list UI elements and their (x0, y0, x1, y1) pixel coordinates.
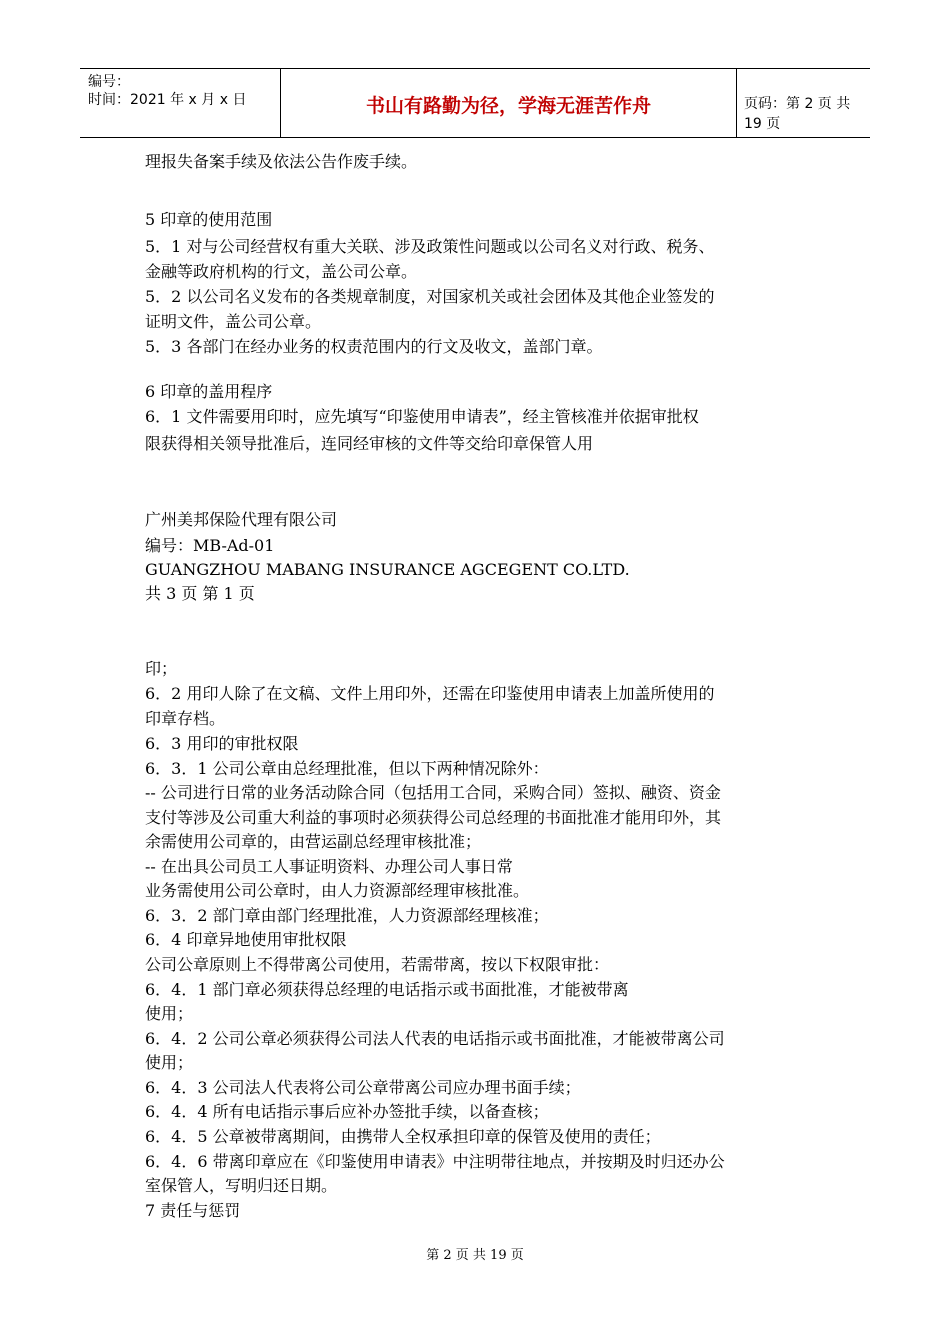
text-line: 室保管人，写明归还日期。 (145, 1176, 338, 1195)
header-meta (80, 69, 280, 137)
text-line: 共 3 页 第 1 页 (145, 584, 255, 603)
text-line: 编号：MB-Ad-01 (145, 536, 275, 555)
page-footer: 第 2 页 共 19 页 (426, 1248, 524, 1263)
header-page-cell (736, 69, 870, 137)
text-line: 6．3 用印的审批权限 (145, 734, 299, 753)
text-line: 6．1 文件需要用印时，应先填写“印鉴使用申请表”，经主管核准并依据审批权 (145, 407, 699, 426)
text-line: 6．4．4 所有电话指示事后应补办签批手续，以备查核； (145, 1102, 549, 1121)
text-line: 6．4 印章异地使用审批权限 (145, 930, 347, 949)
text-line: 支付等涉及公司重大利益的事项时必须获得公司总经理的书面批准才能用印外，其 (145, 808, 722, 827)
number-label: 编号： (88, 74, 130, 90)
text-line: 6．4．5 公章被带离期间，由携带人全权承担印章的保管及使用的责任； (145, 1127, 661, 1146)
text-line: 6．4．1 部门章必须获得总经理的电话指示或书面批准，才能被带离 (145, 980, 629, 999)
text-line: 理报失备案手续及依法公告作废手续。 (145, 152, 418, 171)
text-line: 6 印章的盖用程序 (145, 382, 273, 401)
text-line: 印； (145, 659, 178, 678)
text-line: 使用； (145, 1004, 194, 1023)
text-line: 证明文件，盖公司公章。 (145, 312, 322, 331)
text-line: 广州美邦保险代理有限公司 (145, 510, 338, 529)
text-line: 6．4．3 公司法人代表将公司公章带离公司应办理书面手续； (145, 1078, 581, 1097)
text-line: -- 在出具公司员工人事证明资料、办理公司人事日常 (145, 857, 513, 876)
text-line: 6．3．1 公司公章由总经理批准，但以下两种情况除外： (145, 759, 549, 778)
text-line: 5．3 各部门在经办业务的权责范围内的行文及收文，盖部门章。 (145, 337, 603, 356)
text-line: 限获得相关领导批准后，连同经审核的文件等交给印章保管人用 (145, 434, 594, 453)
text-line: 6．4．2 公司公章必须获得公司法人代表的电话指示或书面批准，才能被带离公司 (145, 1029, 725, 1048)
text-line: 业务需使用公司公章时，由人力资源部经理审核批准。 (145, 881, 530, 900)
header-motto-cell (280, 69, 737, 137)
text-line: 7 责任与惩罚 (145, 1201, 241, 1220)
text-line: 余需使用公司章的，由营运副总经理审核批准； (145, 832, 482, 851)
page-label: 页码：第 2 页 共 19 页 (744, 96, 851, 132)
text-line: 5．1 对与公司经营权有重大关联、涉及政策性问题或以公司名义对行政、税务、 (145, 237, 715, 256)
time-label: 时间：2021 年 x 月 x 日 (88, 92, 247, 108)
text-line: -- 公司进行日常的业务活动除合同（包括用工合同，采购合同）签拟、融资、资金 (145, 783, 721, 802)
text-line: 使用； (145, 1053, 194, 1072)
document-header (80, 68, 870, 138)
text-line: 公司公章原则上不得带离公司使用，若需带离，按以下权限审批： (145, 955, 610, 974)
text-line: 6．2 用印人除了在文稿、文件上用印外，还需在印鉴使用申请表上加盖所使用的 (145, 684, 715, 703)
motto: 书山有路勤为径，学海无涯苦作舟 (365, 95, 651, 117)
text-line: GUANGZHOU MABANG INSURANCE AGCEGENT CO.LTD. (145, 560, 630, 579)
text-line: 6．4．6 带离印章应在《印鉴使用申请表》中注明带往地点，并按期及时归还办公 (145, 1152, 725, 1171)
text-line: 印章存档。 (145, 709, 226, 728)
text-line: 5．2 以公司名义发布的各类规章制度，对国家机关或社会团体及其他企业签发的 (145, 287, 715, 306)
text-line: 6．3．2 部门章由部门经理批准，人力资源部经理核准； (145, 906, 549, 925)
text-line: 5 印章的使用范围 (145, 210, 273, 229)
text-line: 金融等政府机构的行文，盖公司公章。 (145, 262, 418, 281)
